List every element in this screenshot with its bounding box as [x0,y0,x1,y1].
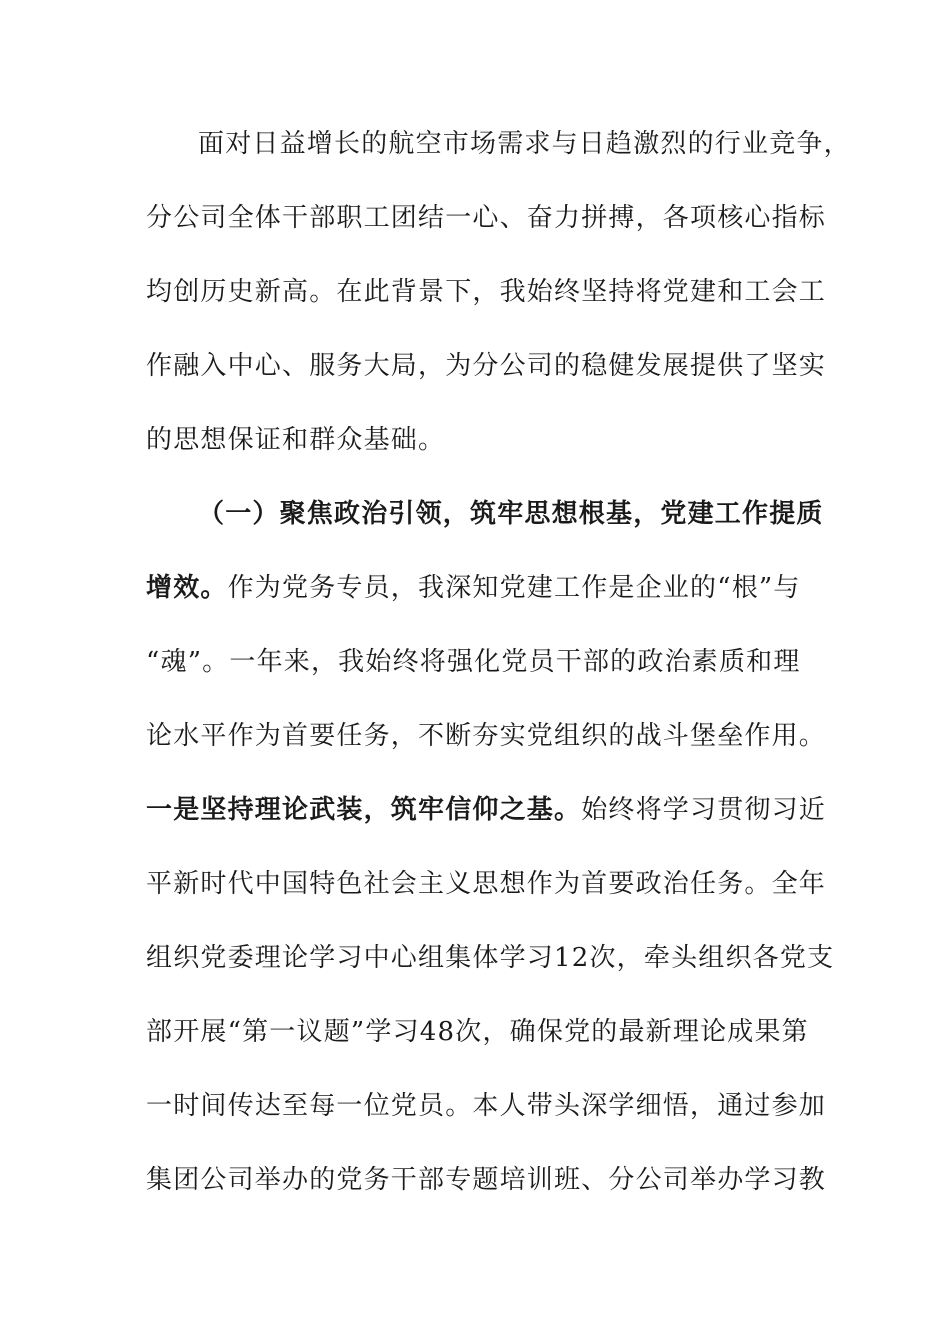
paragraph-3-line-4: 部开展“第一议题”学习48次，确保党的最新理论成果第 [146,1017,809,1047]
paragraph-1-line-1: 面对日益增长的航空市场需求与日趋激烈的行业竞争， [198,129,851,159]
paragraph-2-line-3: 论水平作为首要任务，不断夯实党组织的战斗堡垒作用。 [146,721,827,751]
paragraph-3-line-2: 平新时代中国特色社会主义思想作为首要政治任务。全年 [146,869,827,899]
paragraph-1-line-5: 的思想保证和群众基础。 [146,425,446,455]
paragraph-2-line-2: “魂”。一年来，我始终将强化党员干部的政治素质和理 [146,647,801,677]
section-heading-line-2 [146,568,806,608]
point-one-heading: 一是坚持理论武装，筑牢信仰之基。 [146,795,582,825]
section-heading-tail: 增效。 [146,573,228,603]
section-heading-line-1: （一）聚焦政治引领，筑牢思想根基，党建工作提质 [198,499,824,529]
paragraph-1-line-4: 作融入中心、服务大局，为分公司的稳健发展提供了坚实 [146,351,827,381]
paragraph-1-line-3: 均创历史新高。在此背景下，我始终坚持将党建和工会工 [146,277,827,307]
paragraph-1-line-2: 分公司全体干部职工团结一心、奋力拼搏，各项核心指标 [146,203,827,233]
paragraph-3-line-1 [146,790,827,830]
paragraph-2-line-1-text: 作为党务专员，我深知党建工作是企业的“根”与 [227,573,801,603]
paragraph-3-line-5: 一时间传达至每一位党员。本人带头深学细悟，通过参加 [146,1091,827,1121]
paragraph-3-line-3: 组织党委理论学习中心组集体学习12次，牵头组织各党支 [146,943,835,973]
paragraph-3-line-1-text: 始终将学习贯彻习近 [581,795,827,825]
paragraph-3-line-6: 集团公司举办的党务干部专题培训班、分公司举办学习教 [146,1165,827,1195]
